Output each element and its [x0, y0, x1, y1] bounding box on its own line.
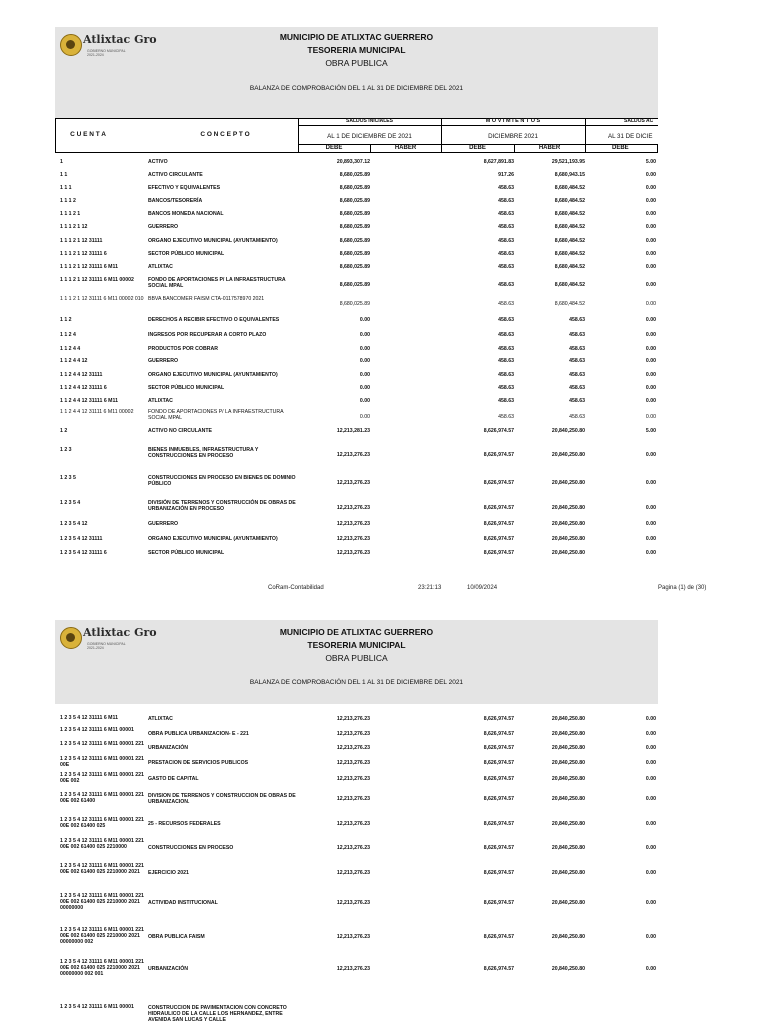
- cuenta-cell: 1 2 3 5 4 12 31111 6 M11 00001 221 00E 002 61400 025 2210000 2021 00000000 002 001: [60, 959, 144, 977]
- concepto-cell: BBVA BANCOMER FAISM CTA-0117578970 2021: [148, 296, 265, 302]
- movimiento-debe-cell: 8,626,974.57: [483, 966, 514, 972]
- concepto-cell: ACTIVO NO CIRCULANTE: [148, 428, 212, 434]
- saldo-final-debe-cell: 0.00: [645, 845, 656, 851]
- saldo-inicial-debe-cell: 12,213,276.23: [336, 966, 370, 972]
- movimiento-haber-cell: 20,840,250.80: [551, 934, 585, 940]
- cuenta-cell: 1 2 3 5 4 12 31111 6 M11 00001 221 00E 002 61400: [60, 792, 144, 804]
- movimiento-debe-cell: 8,626,974.57: [483, 505, 514, 511]
- saldo-inicial-debe-cell: 12,213,276.23: [336, 480, 370, 486]
- movimiento-haber-cell: 8,680,484.52: [554, 251, 585, 257]
- saldo-final-debe-cell: 0.00: [645, 480, 656, 486]
- saldo-final-debe-cell: 0.00: [645, 414, 656, 420]
- cuenta-cell: 1 2 3 5 4 12 31111: [60, 536, 103, 542]
- saldo-final-debe-cell: 0.00: [645, 966, 656, 972]
- cuenta-cell: 1 1 2 4: [60, 332, 76, 338]
- concepto-cell: OBRA PUBLICA URBANIZACION- E - 221: [148, 731, 249, 737]
- saldos-finales-date: AL 31 DE DICIE: [608, 133, 653, 140]
- movimiento-haber-cell: 20,840,250.80: [551, 821, 585, 827]
- saldo-inicial-debe-cell: 12,213,276.23: [336, 536, 370, 542]
- concepto-cell: ATLIXTAC: [148, 398, 173, 404]
- cuenta-cell: 1 1 1 2 1 12: [60, 224, 88, 230]
- cuenta-cell: 1 2 3 5 4 12 31111 6 M11 00001 221 00E 002: [60, 772, 144, 784]
- department-title-page2: OBRA PUBLICA: [325, 653, 388, 663]
- saldo-final-debe-cell: 0.00: [645, 536, 656, 542]
- movimiento-debe-cell: 458.63: [498, 398, 514, 404]
- concepto-cell: PRODUCTOS POR COBRAR: [148, 346, 218, 352]
- concepto-cell: SECTOR PÚBLICO MUNICIPAL: [148, 385, 225, 391]
- movimiento-haber-cell: 29,521,193.95: [551, 159, 585, 165]
- movimiento-debe-cell: 458.63: [498, 238, 514, 244]
- cuenta-cell: 1 2 3 5 4 12 31111 6 M11 00001 221: [60, 741, 144, 747]
- cuenta-cell: 1 1 1 2 1 12 31111 6 M11 00002: [60, 277, 134, 283]
- saldo-inicial-debe-cell: 0.00: [359, 346, 370, 352]
- saldo-final-debe-cell: 0.00: [645, 317, 656, 323]
- cuenta-cell: 1 1 1 2: [60, 198, 76, 204]
- saldo-final-debe-cell: 0.00: [645, 346, 656, 352]
- saldo-inicial-debe-cell: 12,213,276.23: [336, 900, 370, 906]
- concepto-cell: DIVISION DE TERRENOS Y CONSTRUCCION DE OBRAS DE URBANIZACION.: [148, 793, 296, 805]
- saldo-final-debe-cell: 0.00: [645, 251, 656, 257]
- cuenta-cell: 1 2 3 5 4 12 31111 6 M11 00001 221 00E 002 61400 025 2210000 2021 00000000: [60, 893, 144, 911]
- cuenta-cell: 1 2 3 5 4 12 31111 6 M11 00001 221 00E 002 61400 025: [60, 817, 144, 829]
- saldo-inicial-debe-cell: 12,213,276.23: [336, 845, 370, 851]
- saldo-final-debe-cell: 0.00: [645, 934, 656, 940]
- saldo-final-debe-cell: 5.00: [645, 428, 656, 434]
- saldo-inicial-debe-cell: 0.00: [359, 372, 370, 378]
- movimiento-debe-cell: 458.63: [498, 385, 514, 391]
- column-haber-1: HABER: [394, 145, 417, 151]
- movimiento-debe-cell: 458.63: [498, 264, 514, 270]
- saldo-final-debe-cell: 0.00: [645, 358, 656, 364]
- movimiento-haber-cell: 8,680,484.52: [554, 282, 585, 288]
- saldo-inicial-debe-cell: 12,213,276.23: [336, 452, 370, 458]
- movimiento-debe-cell: 458.63: [498, 185, 514, 191]
- column-debe-2: DEBE: [469, 145, 486, 151]
- saldo-final-debe-cell: 0.00: [645, 332, 656, 338]
- movimiento-debe-cell: 8,626,974.57: [483, 716, 514, 722]
- saldo-inicial-debe-cell: 20,893,307.12: [336, 159, 370, 165]
- saldo-inicial-debe-cell: 0.00: [359, 358, 370, 364]
- movimiento-debe-cell: 458.63: [498, 282, 514, 288]
- saldo-inicial-debe-cell: 8,680,025.89: [339, 185, 370, 191]
- saldo-inicial-debe-cell: 12,213,276.23: [336, 776, 370, 782]
- saldo-inicial-debe-cell: 8,680,025.89: [339, 238, 370, 244]
- movimiento-haber-cell: 458.63: [569, 372, 585, 378]
- concepto-cell: EFECTIVO Y EQUIVALENTES: [148, 185, 221, 191]
- logo-name: Atlixtac Gro: [83, 33, 157, 46]
- saldos-iniciales-date: AL 1 DE DICIEMBRE DE 2021: [327, 133, 412, 140]
- cuenta-cell: 1 1 2 4 4 12 31111 6 M11 00002: [60, 409, 134, 415]
- movimiento-haber-cell: 20,840,250.80: [551, 428, 585, 434]
- saldo-final-debe-cell: 0.00: [645, 870, 656, 876]
- cuenta-cell: 1 2 3 5 4 12: [60, 521, 88, 527]
- movimiento-haber-cell: 20,840,250.80: [551, 845, 585, 851]
- logo-subtitle: GOBIERNO MUNICIPAL 2021-2024: [87, 642, 126, 650]
- saldo-final-debe-cell: 0.00: [645, 716, 656, 722]
- saldo-final-debe-cell: 0.00: [645, 372, 656, 378]
- concepto-cell: URBANIZACIÓN: [148, 966, 189, 972]
- column-debe-1: DEBE: [325, 145, 343, 151]
- movimiento-haber-cell: 20,840,250.80: [551, 796, 585, 802]
- concepto-cell: ATLIXTAC: [148, 716, 173, 722]
- saldo-final-debe-cell: 0.00: [645, 185, 656, 191]
- saldo-inicial-debe-cell: 8,680,025.89: [339, 211, 370, 217]
- cuenta-cell: 1 1 2 4 4 12 31111: [60, 372, 103, 378]
- movimiento-haber-cell: 458.63: [569, 385, 585, 391]
- saldo-inicial-debe-cell: 12,213,276.23: [336, 760, 370, 766]
- saldo-inicial-debe-cell: 0.00: [359, 332, 370, 338]
- saldo-final-debe-cell: 0.00: [645, 238, 656, 244]
- movimiento-haber-cell: 458.63: [569, 332, 585, 338]
- column-saldos-finales: SALDOS AC: [624, 118, 654, 124]
- saldo-inicial-debe-cell: 12,213,276.23: [336, 716, 370, 722]
- cuenta-cell: 1 2 3: [60, 447, 72, 453]
- saldo-final-debe-cell: 0.00: [645, 398, 656, 404]
- report-title-page2: BALANZA DE COMPROBACIÓN DEL 1 AL 31 DE DICIEMBRE DEL 2021: [249, 679, 464, 686]
- concepto-cell: PRESTACION DE SERVICIOS PUBLICOS: [148, 760, 249, 766]
- movimiento-debe-cell: 8,626,974.57: [483, 480, 514, 486]
- cuenta-cell: 1 1 1 2 1 12 31111 6 M11: [60, 264, 118, 270]
- movimiento-haber-cell: 20,840,250.80: [551, 480, 585, 486]
- treasury-title-page2: TESORERIA MUNICIPAL: [307, 640, 406, 650]
- cuenta-cell: 1 2 3 5 4 12 31111 6 M11 00001: [60, 1004, 134, 1010]
- movimiento-debe-cell: 8,626,974.57: [483, 870, 514, 876]
- movimiento-debe-cell: 8,626,974.57: [483, 796, 514, 802]
- saldo-inicial-debe-cell: 0.00: [359, 398, 370, 404]
- movimiento-debe-cell: 8,626,974.57: [483, 428, 514, 434]
- saldo-inicial-debe-cell: 12,213,276.23: [336, 550, 370, 556]
- movimiento-haber-cell: 8,680,484.52: [554, 198, 585, 204]
- saldo-final-debe-cell: 0.00: [645, 211, 656, 217]
- movimiento-debe-cell: 458.63: [498, 317, 514, 323]
- saldo-final-debe-cell: 0.00: [645, 900, 656, 906]
- movimiento-haber-cell: 20,840,250.80: [551, 550, 585, 556]
- municipality-title: MUNICIPIO DE ATLIXTAC GUERRERO: [279, 32, 434, 42]
- saldo-inicial-debe-cell: 12,213,276.23: [336, 821, 370, 827]
- cuenta-cell: 1 1 1 2 1 12 31111 6: [60, 251, 107, 257]
- cuenta-cell: 1 2 3 5 4 12 31111 6 M11: [60, 715, 118, 721]
- saldo-final-debe-cell: 0.00: [645, 505, 656, 511]
- saldo-final-debe-cell: 0.00: [645, 282, 656, 288]
- cuenta-cell: 1 1 1 2 1: [60, 211, 81, 217]
- concepto-cell: ACTIVO CIRCULANTE: [148, 172, 203, 178]
- movimiento-haber-cell: 8,680,484.52: [554, 185, 585, 191]
- saldo-inicial-debe-cell: 8,680,025.89: [339, 301, 370, 307]
- movimiento-haber-cell: 20,840,250.80: [551, 505, 585, 511]
- movimiento-haber-cell: 8,680,484.52: [554, 264, 585, 270]
- concepto-cell: GUERRERO: [148, 224, 178, 230]
- saldo-final-debe-cell: 0.00: [645, 776, 656, 782]
- saldo-inicial-debe-cell: 12,213,276.23: [336, 796, 370, 802]
- cuenta-cell: 1 1 1 2 1 12 31111: [60, 238, 103, 244]
- concepto-cell: GUERRERO: [148, 521, 178, 527]
- saldo-inicial-debe-cell: 8,680,025.89: [339, 264, 370, 270]
- saldo-final-debe-cell: 0.00: [645, 385, 656, 391]
- column-debe-3: DEBE: [612, 145, 629, 151]
- movimiento-haber-cell: 20,840,250.80: [551, 966, 585, 972]
- concepto-cell: SECTOR PÚBLICO MUNICIPAL: [148, 251, 225, 257]
- footer-time: 23:21:13: [418, 585, 442, 591]
- concepto-cell: ORGANO EJECUTIVO MUNICIPAL (AYUNTAMIENTO): [148, 536, 278, 542]
- movimiento-debe-cell: 458.63: [498, 224, 514, 230]
- cuenta-cell: 1 2 3 5 4 12 31111 6: [60, 550, 107, 556]
- concepto-cell: CONSTRUCCION DE PAVIMENTACION CON CONCRETO HIDRAULICO DE LA CALLE LOS HERNANDEZ, ENTRE AVENIDA SAN LUCAS Y CALLE: [148, 1005, 287, 1023]
- movimiento-debe-cell: 8,626,974.57: [483, 760, 514, 766]
- saldo-final-debe-cell: 0.00: [645, 301, 656, 307]
- movimiento-haber-cell: 20,840,250.80: [551, 745, 585, 751]
- movimiento-haber-cell: 20,840,250.80: [551, 900, 585, 906]
- concepto-cell: ORGANO EJECUTIVO MUNICIPAL (AYUNTAMIENTO): [148, 372, 278, 378]
- movimiento-debe-cell: 458.63: [498, 251, 514, 257]
- movimiento-haber-cell: 20,840,250.80: [551, 760, 585, 766]
- movimientos-date: DICIEMBRE 2021: [488, 133, 538, 140]
- saldo-final-debe-cell: 0.00: [645, 796, 656, 802]
- treasury-title: TESORERIA MUNICIPAL: [307, 45, 406, 55]
- saldo-final-debe-cell: 0.00: [645, 224, 656, 230]
- cuenta-cell: 1 2 3 5 4 12 31111 6 M11 00001: [60, 727, 134, 733]
- column-movimientos: M O V I M I E N T O S: [485, 118, 541, 124]
- saldo-inicial-debe-cell: 12,213,276.23: [336, 934, 370, 940]
- concepto-cell: GASTO DE CAPITAL: [148, 776, 199, 782]
- concepto-cell: BANCOS/TESORERÍA: [148, 198, 203, 204]
- concepto-cell: DIVISIÓN DE TERRENOS Y CONSTRUCCIÓN DE OBRAS DE URBANIZACIÓN EN PROCESO: [148, 500, 296, 512]
- cuenta-cell: 1 1 1: [60, 185, 72, 191]
- saldo-final-debe-cell: 0.00: [645, 264, 656, 270]
- cuenta-cell: 1 2: [60, 428, 68, 434]
- movimiento-haber-cell: 20,840,250.80: [551, 731, 585, 737]
- saldo-final-debe-cell: 5.00: [645, 159, 656, 165]
- concepto-cell: CONSTRUCCIONES EN PROCESO: [148, 845, 234, 851]
- concepto-cell: EJERCICIO 2021: [148, 870, 189, 876]
- movimiento-debe-cell: 8,626,974.57: [483, 745, 514, 751]
- movimiento-debe-cell: 8,626,974.57: [483, 521, 514, 527]
- saldo-inicial-debe-cell: 0.00: [359, 317, 370, 323]
- column-concepto: C O N C E P T O: [200, 131, 250, 138]
- cuenta-cell: 1 1 1 2 1 12 31111 6 M11 00002 010: [60, 296, 144, 302]
- movimiento-debe-cell: 458.63: [498, 414, 514, 420]
- concepto-cell: ACTIVO: [148, 159, 168, 165]
- movimiento-haber-cell: 20,840,250.80: [551, 536, 585, 542]
- concepto-cell: OBRA PUBLICA FAISM: [148, 934, 205, 940]
- concepto-cell: ATLIXTAC: [148, 264, 173, 270]
- movimiento-debe-cell: 8,627,891.83: [483, 159, 514, 165]
- movimiento-debe-cell: 8,626,974.57: [483, 731, 514, 737]
- cuenta-cell: 1: [60, 159, 63, 165]
- movimiento-debe-cell: 458.63: [498, 211, 514, 217]
- saldo-inicial-debe-cell: 12,213,276.23: [336, 731, 370, 737]
- saldo-inicial-debe-cell: 12,213,276.23: [336, 745, 370, 751]
- movimiento-haber-cell: 458.63: [569, 398, 585, 404]
- footer-system: CoRam-Contabilidad: [268, 585, 324, 591]
- movimiento-debe-cell: 8,626,974.57: [483, 776, 514, 782]
- saldo-final-debe-cell: 0.00: [645, 172, 656, 178]
- cuenta-cell: 1 2 3 5: [60, 475, 76, 481]
- movimiento-debe-cell: 458.63: [498, 301, 514, 307]
- saldo-final-debe-cell: 0.00: [645, 731, 656, 737]
- movimiento-haber-cell: 458.63: [569, 346, 585, 352]
- movimiento-debe-cell: 458.63: [498, 372, 514, 378]
- cuenta-cell: 1 1 2: [60, 317, 72, 323]
- saldo-inicial-debe-cell: 8,680,025.89: [339, 251, 370, 257]
- saldo-final-debe-cell: 0.00: [645, 550, 656, 556]
- movimiento-haber-cell: 458.63: [569, 358, 585, 364]
- movimiento-debe-cell: 8,626,974.57: [483, 900, 514, 906]
- movimiento-haber-cell: 458.63: [569, 414, 585, 420]
- concepto-cell: DERECHOS A RECIBIR EFECTIVO O EQUIVALENTES: [148, 317, 280, 323]
- cuenta-cell: 1 2 3 5 4 12 31111 6 M11 00001 221 00E 002 61400 025 2210000: [60, 838, 144, 850]
- cuenta-cell: 1 1 2 4 4 12: [60, 358, 88, 364]
- saldo-inicial-debe-cell: 12,213,281.23: [336, 428, 370, 434]
- concepto-cell: SECTOR PÚBLICO MUNICIPAL: [148, 550, 225, 556]
- column-cuenta: C U E N T A: [70, 131, 106, 138]
- saldo-inicial-debe-cell: 12,213,276.23: [336, 521, 370, 527]
- movimiento-haber-cell: 20,840,250.80: [551, 776, 585, 782]
- concepto-cell: URBANIZACIÓN: [148, 745, 189, 751]
- cuenta-cell: 1 1 2 4 4 12 31111 6 M11: [60, 398, 118, 404]
- concepto-cell: FONDO DE APORTACIONES P/ LA INFRAESTRUCTURA SOCIAL MPAL: [148, 277, 286, 289]
- saldo-inicial-debe-cell: 0.00: [359, 385, 370, 391]
- saldo-final-debe-cell: 0.00: [645, 521, 656, 527]
- movimiento-debe-cell: 8,626,974.57: [483, 550, 514, 556]
- movimiento-haber-cell: 20,840,250.80: [551, 452, 585, 458]
- movimiento-haber-cell: 8,680,484.52: [554, 238, 585, 244]
- concepto-cell: ACTIVIDAD INSTITUCIONAL: [148, 900, 218, 906]
- saldo-inicial-debe-cell: 12,213,276.23: [336, 870, 370, 876]
- movimiento-haber-cell: 20,840,250.80: [551, 521, 585, 527]
- concepto-cell: 25 - RECURSOS FEDERALES: [148, 821, 221, 827]
- movimiento-debe-cell: 458.63: [498, 332, 514, 338]
- movimiento-debe-cell: 8,626,974.57: [483, 821, 514, 827]
- movimiento-debe-cell: 458.63: [498, 346, 514, 352]
- movimiento-haber-cell: 8,680,484.52: [554, 211, 585, 217]
- movimiento-haber-cell: 8,680,484.52: [554, 224, 585, 230]
- movimiento-debe-cell: 458.63: [498, 198, 514, 204]
- logo-name: Atlixtac Gro: [83, 626, 157, 639]
- movimiento-debe-cell: 458.63: [498, 358, 514, 364]
- cuenta-cell: 1 2 3 5 4 12 31111 6 M11 00001 221 00E: [60, 756, 144, 768]
- department-title: OBRA PUBLICA: [325, 58, 388, 68]
- concepto-cell: CONSTRUCCIONES EN PROCESO EN BIENES DE DOMINIO PÚBLICO: [148, 475, 296, 487]
- logo-subtitle: GOBIERNO MUNICIPAL 2021-2024: [87, 49, 126, 57]
- movimiento-haber-cell: 8,680,484.52: [554, 301, 585, 307]
- column-haber-2: HABER: [538, 145, 561, 151]
- saldo-inicial-debe-cell: 12,213,276.23: [336, 505, 370, 511]
- movimiento-debe-cell: 8,626,974.57: [483, 934, 514, 940]
- cuenta-cell: 1 1 2 4 4: [60, 346, 81, 352]
- movimiento-debe-cell: 8,626,974.57: [483, 536, 514, 542]
- concepto-cell: BIENES INMUEBLES, INFRAESTRUCTURA Y CONSTRUCCIONES EN PROCESO: [148, 447, 259, 459]
- movimiento-haber-cell: 458.63: [569, 317, 585, 323]
- saldo-inicial-debe-cell: 0.00: [359, 414, 370, 420]
- movimiento-debe-cell: 8,626,974.57: [483, 845, 514, 851]
- concepto-cell: INGRESOS POR RECUPERAR A CORTO PLAZO: [148, 332, 267, 338]
- concepto-cell: FONDO DE APORTACIONES P/ LA INFRAESTRUCTURA SOCIAL MPAL: [148, 409, 284, 421]
- movimiento-debe-cell: 8,626,974.57: [483, 452, 514, 458]
- concepto-cell: BANCOS MONEDA NACIONAL: [148, 211, 224, 217]
- movimiento-haber-cell: 8,680,943.15: [554, 172, 585, 178]
- concepto-cell: ORGANO EJECUTIVO MUNICIPAL (AYUNTAMIENTO): [148, 238, 278, 244]
- report-title: BALANZA DE COMPROBACIÓN DEL 1 AL 31 DE DICIEMBRE DEL 2021: [249, 85, 464, 92]
- saldo-final-debe-cell: 0.00: [645, 760, 656, 766]
- municipality-title-page2: MUNICIPIO DE ATLIXTAC GUERRERO: [279, 627, 434, 637]
- saldo-final-debe-cell: 0.00: [645, 745, 656, 751]
- cuenta-cell: 1 2 3 5 4: [60, 500, 81, 506]
- footer-page: Pagina (1) de (30): [658, 585, 707, 591]
- column-saldos-iniciales: SALDOS INICIALES: [346, 118, 393, 124]
- movimiento-debe-cell: 917.26: [498, 172, 514, 178]
- cuenta-cell: 1 2 3 5 4 12 31111 6 M11 00001 221 00E 002 61400 025 2210000 2021: [60, 863, 144, 875]
- saldo-final-debe-cell: 0.00: [645, 198, 656, 204]
- cuenta-cell: 1 1 2 4 4 12 31111 6: [60, 385, 107, 391]
- saldo-inicial-debe-cell: 8,680,025.89: [339, 172, 370, 178]
- saldo-inicial-debe-cell: 8,680,025.89: [339, 224, 370, 230]
- cuenta-cell: 1 2 3 5 4 12 31111 6 M11 00001 221 00E 002 61400 025 2210000 2021 00000000 002: [60, 927, 144, 945]
- saldo-inicial-debe-cell: 8,680,025.89: [339, 282, 370, 288]
- saldo-final-debe-cell: 0.00: [645, 452, 656, 458]
- saldo-inicial-debe-cell: 8,680,025.89: [339, 198, 370, 204]
- movimiento-haber-cell: 20,840,250.80: [551, 716, 585, 722]
- footer-date: 10/09/2024: [467, 585, 498, 591]
- cuenta-cell: 1 1: [60, 172, 68, 178]
- concepto-cell: GUERRERO: [148, 358, 178, 364]
- saldo-final-debe-cell: 0.00: [645, 821, 656, 827]
- movimiento-haber-cell: 20,840,250.80: [551, 870, 585, 876]
